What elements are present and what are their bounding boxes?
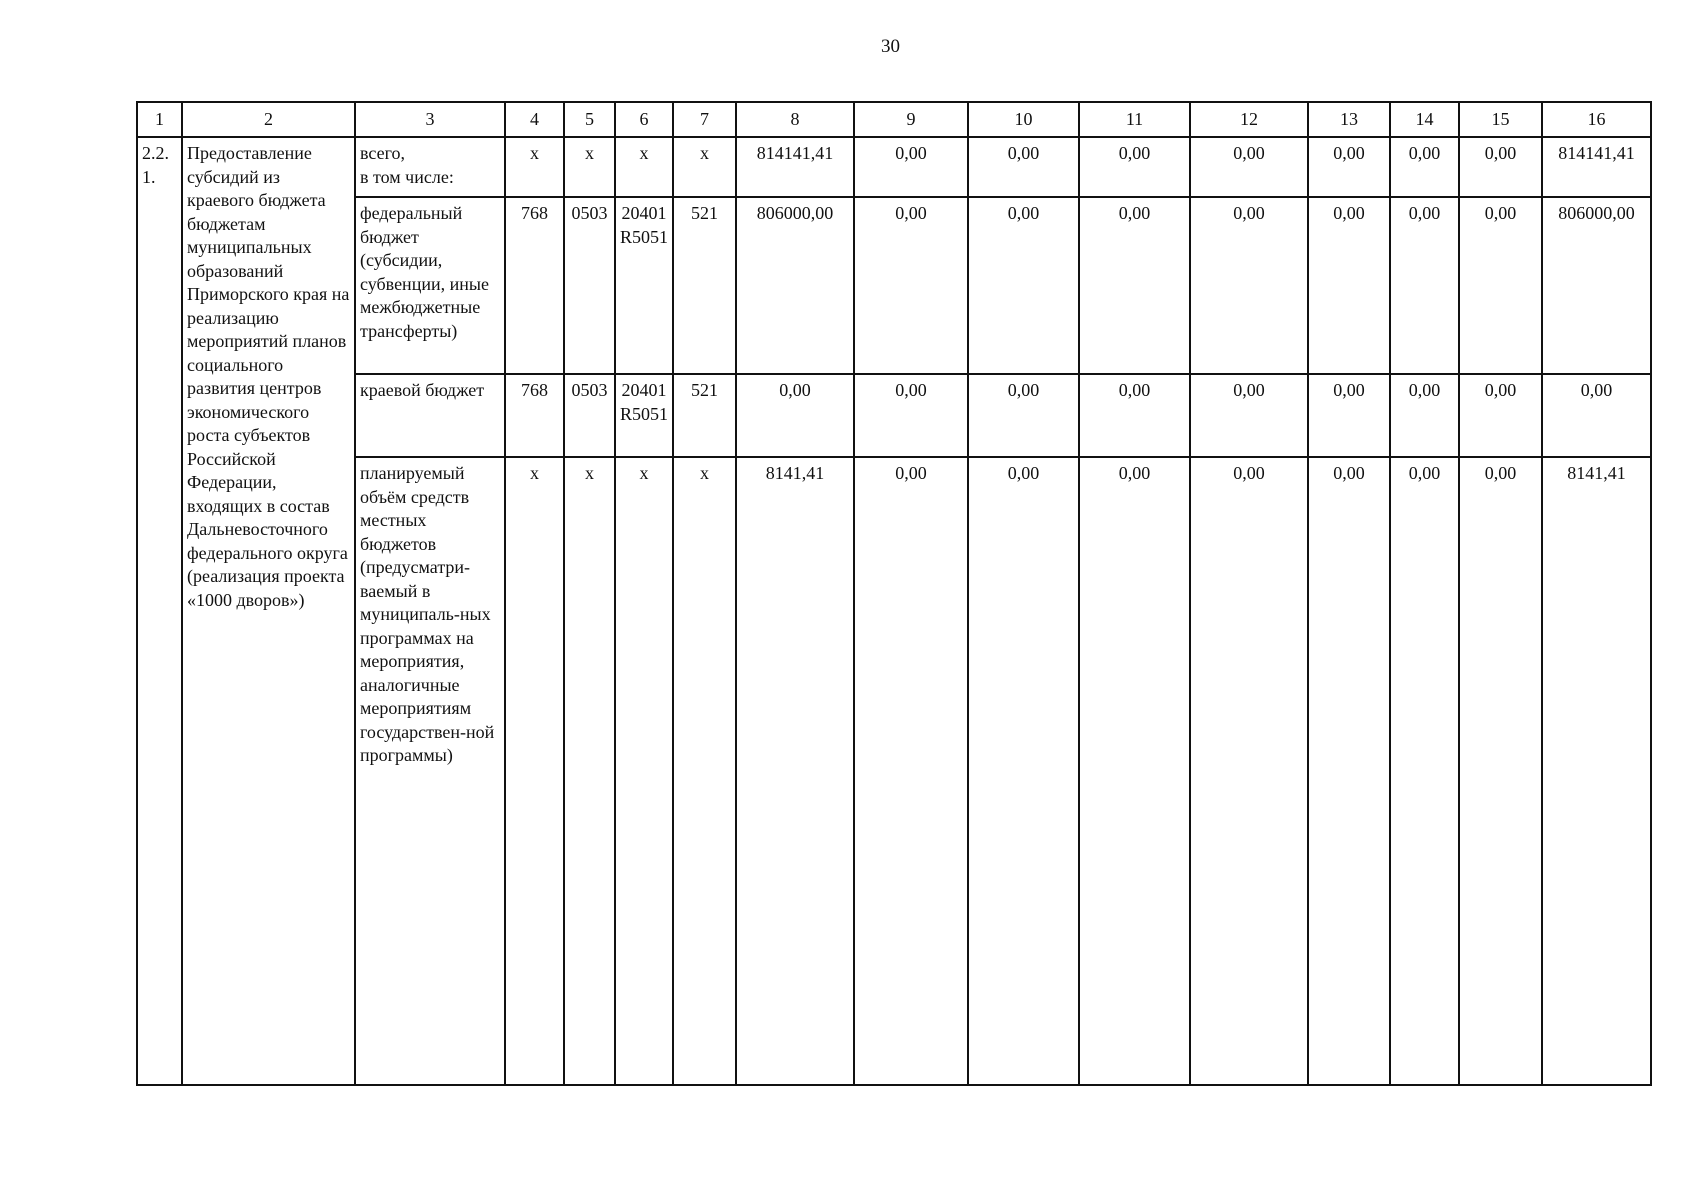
item-number: 2.2.1. xyxy=(137,137,182,1085)
table-cell: 0,00 xyxy=(1459,137,1542,197)
table-cell: x xyxy=(615,137,673,197)
column-number: 10 xyxy=(968,102,1079,137)
column-number: 16 xyxy=(1542,102,1651,137)
funding-source: федеральный бюджет (субсидии, субвенции, иные межбюджетные трансферты) xyxy=(355,197,505,374)
column-number: 9 xyxy=(854,102,968,137)
column-number: 11 xyxy=(1079,102,1190,137)
table-cell: 0,00 xyxy=(1079,374,1190,457)
column-number: 8 xyxy=(736,102,854,137)
table-cell: x xyxy=(505,457,564,1085)
column-number: 14 xyxy=(1390,102,1459,137)
table-cell: 814141,41 xyxy=(1542,137,1651,197)
table-cell: 0,00 xyxy=(854,374,968,457)
column-number: 4 xyxy=(505,102,564,137)
table-cell: 0503 xyxy=(564,374,615,457)
column-number: 12 xyxy=(1190,102,1308,137)
table-cell: 814141,41 xyxy=(736,137,854,197)
table-cell: 768 xyxy=(505,197,564,374)
funding-source: планируемый объём средств местных бюджетов (предусматри-ваемый в муниципаль-ных программах на мероприятия, аналогичные мероприятиям государствен-ной программы) xyxy=(355,457,505,1085)
table-cell: 0,00 xyxy=(1308,137,1390,197)
table-cell: 768 xyxy=(505,374,564,457)
table-cell: 521 xyxy=(673,374,736,457)
table-cell: 8141,41 xyxy=(1542,457,1651,1085)
column-number: 2 xyxy=(182,102,355,137)
table-cell: x xyxy=(673,137,736,197)
column-number: 1 xyxy=(137,102,182,137)
column-number: 5 xyxy=(564,102,615,137)
table-cell: 0,00 xyxy=(1308,374,1390,457)
table-cell: 0,00 xyxy=(854,137,968,197)
column-number: 6 xyxy=(615,102,673,137)
table-cell: 0503 xyxy=(564,197,615,374)
table-cell: 0,00 xyxy=(968,137,1079,197)
table-cell: x xyxy=(673,457,736,1085)
table-cell: 0,00 xyxy=(968,457,1079,1085)
funding-source: краевой бюджет xyxy=(355,374,505,457)
table-cell: 0,00 xyxy=(1190,197,1308,374)
table-cell: 0,00 xyxy=(854,197,968,374)
funding-source: всего, в том числе: xyxy=(355,137,505,197)
table-cell: 0,00 xyxy=(968,374,1079,457)
column-number: 7 xyxy=(673,102,736,137)
page-number: 30 xyxy=(881,36,900,57)
table-cell: 20401R5051 xyxy=(615,374,673,457)
table-cell: 0,00 xyxy=(854,457,968,1085)
table-cell: 0,00 xyxy=(1079,197,1190,374)
item-name: Предоставление субсидий из краевого бюджета бюджетам муниципальных образований Приморского края на реализацию мероприятий планов социального развития центров экономического роста субъектов Российской Федерации, входящих в состав Дальневосточного федерального округа (реализация проекта «1000 дворов») xyxy=(182,137,355,1085)
table-cell: 0,00 xyxy=(1190,374,1308,457)
table-cell: 0,00 xyxy=(1390,374,1459,457)
table-cell: 8141,41 xyxy=(736,457,854,1085)
table-cell: 0,00 xyxy=(1390,197,1459,374)
table-cell: 0,00 xyxy=(736,374,854,457)
table-cell: 806000,00 xyxy=(736,197,854,374)
table-row xyxy=(137,197,1651,374)
table-cell: 0,00 xyxy=(1459,457,1542,1085)
table-cell: 0,00 xyxy=(1308,197,1390,374)
table-cell: 0,00 xyxy=(1079,457,1190,1085)
table-cell: 0,00 xyxy=(1390,457,1459,1085)
column-number: 15 xyxy=(1459,102,1542,137)
table-cell: x xyxy=(564,137,615,197)
table-cell: 20401R5051 xyxy=(615,197,673,374)
table-cell: 0,00 xyxy=(1390,137,1459,197)
table-cell: 0,00 xyxy=(1542,374,1651,457)
table-cell: 0,00 xyxy=(1190,137,1308,197)
table-row xyxy=(137,457,1651,1085)
table-cell: 521 xyxy=(673,197,736,374)
table-row xyxy=(137,137,1651,197)
budget-table xyxy=(136,101,1652,1086)
table-cell: x xyxy=(615,457,673,1085)
table-row xyxy=(137,374,1651,457)
table-cell: 0,00 xyxy=(1079,137,1190,197)
table-cell: 0,00 xyxy=(1459,197,1542,374)
table-cell: 806000,00 xyxy=(1542,197,1651,374)
column-number-row xyxy=(137,102,1651,137)
table-cell: x xyxy=(564,457,615,1085)
table-cell: x xyxy=(505,137,564,197)
column-number: 3 xyxy=(355,102,505,137)
table-cell: 0,00 xyxy=(1308,457,1390,1085)
column-number: 13 xyxy=(1308,102,1390,137)
table-cell: 0,00 xyxy=(1459,374,1542,457)
table-cell: 0,00 xyxy=(1190,457,1308,1085)
table-cell: 0,00 xyxy=(968,197,1079,374)
